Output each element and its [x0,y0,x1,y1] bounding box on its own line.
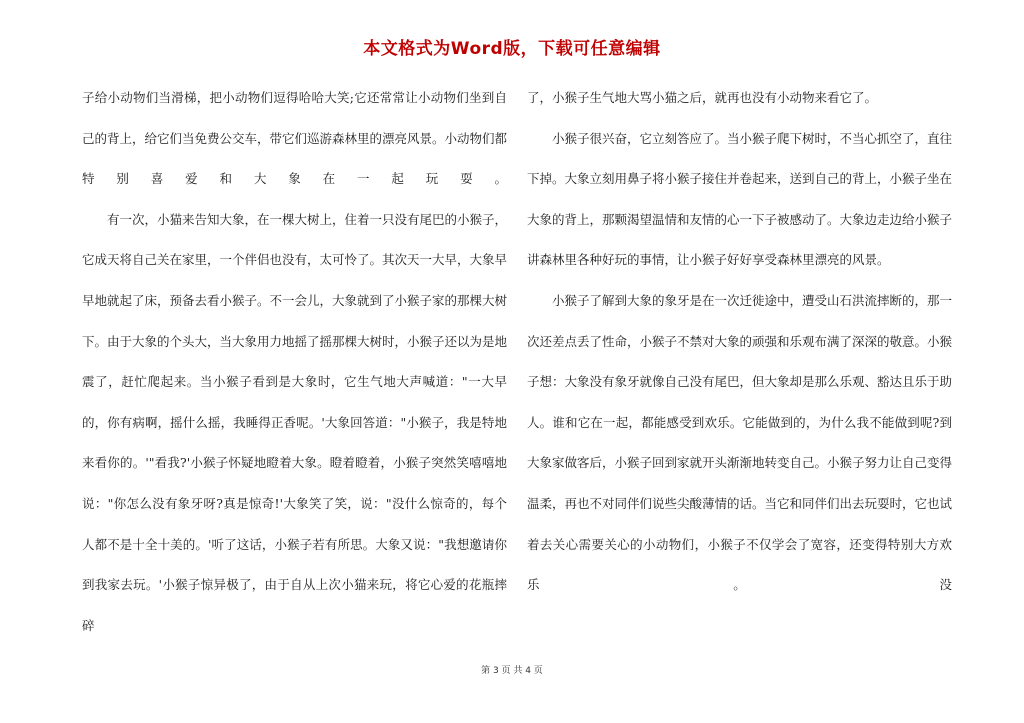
paragraph-left-2: 有一次，小猫来告知大象，在一棵大树上，住着一只没有尾巴的小猴子，它成天将自己关在家里，一个伴侣也没有，太可怜了。其次天一大早，大象早早地就起了床，预备去看小猴子。不一会儿，大象就到了小猴子家的那棵大树下。由于大象的个头大，当大象用力地摇了摇那棵大树时，小猴子还以为是地震了，赶忙爬起来。当小猴子看到是大象时，它生气地大声喊道："一大早的，你有病啊，摇什么摇，我睡得正香呢。'大象回答道："小猴子，我是特地来看你的。'"看我?'小猴子怀疑地瞪着大象。瞪着瞪着，小猴子突然笑嘻嘻地说："你怎么没有象牙呀?真是惊奇!'大象笑了笑，说："没什么惊奇的，每个人都不是十全十美的。'听了这话，小猴子若有所思。大象又说："我想邀请你到我家去玩。'小猴子惊异极了，由于自从上次小猫来玩，将它心爱的花瓶摔碎 [82,211,508,633]
document-header: 本文格式为Word版，下载可任意编辑 [363,39,661,59]
paragraph-right-3: 小猴子了解到大象的象牙是在一次迁徙途中，遭受山石洪流摔断的，那一次还差点丢了性命，小猴子不禁对大象的顽强和乐观布满了深深的敬意。小猴子想：大象没有象牙就像自己没有尾巴，但大象却是那么乐观、豁达且乐于助人。谁和它在一起，都能感受到欢乐。它能做到的，为什么我不能做到呢?到大象家做客后，小猴子回到家就开头渐渐地转变自己。小猴子努力让自己变得温柔，再也不对同伴们说些尖酸薄情的话。当它和同伴们出去玩耍时，它也试着去关心需要关心的小动物们，小猴子不仅学会了宽容，还变得特别大方欢乐。没 [527,292,953,593]
page-number: 第 3 页 共 4 页 [481,666,543,676]
left-column [82,78,507,646]
right-column [527,78,952,606]
paragraph-left-1: 子给小动物们当滑梯，把小动物们逗得哈哈大笑;它还常常让小动物们坐到自己的背上，给它们当免费公交车，带它们巡游森林里的漂亮风景。小动物们都特别喜爱和大象在一起玩耍。 [82,90,508,187]
paragraph-right-2: 小猴子很兴奋，它立刻答应了。当小猴子爬下树时，不当心抓空了，直往下掉。大象立刻用鼻子将小猴子接住并卷起来，送到自己的背上，小猴子坐在大象的背上，那颗渴望温情和友情的心一下子被感动了。大象边走边给小猴子讲森林里各种好玩的事情，让小猴子好好享受森林里漂亮的风景。 [527,130,953,268]
paragraph-right-1: 了，小猴子生气地大骂小猫之后，就再也没有小动物来看它了。 [527,90,878,105]
